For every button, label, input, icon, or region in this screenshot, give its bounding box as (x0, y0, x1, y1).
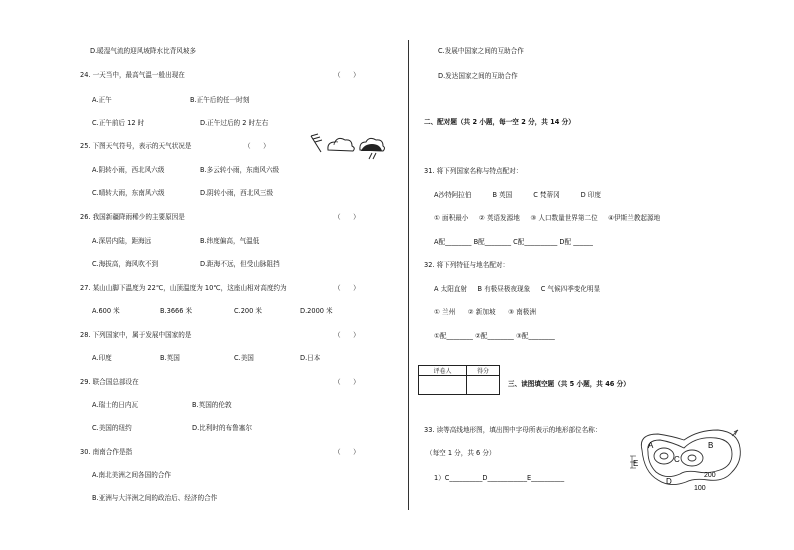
right-hill-contour (681, 450, 703, 466)
q28-answer-paren: （ ） (334, 331, 360, 339)
q32-answer-blanks: ①配________ ②配________ ③配________ (434, 332, 555, 340)
q27-option-b: B.3666 米 (160, 307, 193, 315)
q33-stem: 33. 读等高线地形图，填出图中字母所表示的地形部位名称： (424, 426, 602, 434)
contour-label-200: 200 (704, 472, 716, 479)
score-cell (467, 376, 500, 395)
q24-answer-paren: （ ） (334, 71, 360, 79)
left-hill-peak (660, 453, 668, 459)
q26-option-b: B.纬度偏高，气温低 (200, 237, 260, 245)
q29-option-d: D.比利时的布鲁塞尔 (192, 424, 252, 432)
q26-answer-paren: （ ） (334, 213, 360, 221)
q28-option-b: B.英国 (160, 354, 180, 362)
q31-stem: 31. 将下列国家名称与特点配对： (424, 167, 523, 175)
section-2-heading: 二、配对题（共 2 小题，每一空 2 分，共 14 分） (424, 118, 575, 126)
q28-option-a: A.印度 (92, 354, 112, 362)
q24-option-a: A.正午 (92, 96, 112, 104)
q27-option-d: D.2000 米 (300, 307, 333, 315)
q29-stem: 29. 联合国总部设在 (80, 378, 139, 386)
weather-symbol-icon (308, 132, 386, 162)
q25-option-c: C.晴转大雨，东南风六级 (92, 189, 165, 197)
q27-answer-paren: （ ） (334, 284, 360, 292)
q26-option-a: A.深居内陆，距海远 (92, 237, 152, 245)
q30-option-a: A.南北美洲之间各国的合作 (92, 471, 172, 479)
map-label-c: C (674, 455, 680, 464)
q30-answer-paren: （ ） (334, 448, 360, 456)
section-3-heading: 三、读图填空题（共 5 小题，共 46 分） (508, 380, 630, 388)
q24-option-c: C.正午前后 12 时 (92, 119, 145, 127)
q31-options: A沙特阿拉伯 B 英国 C 梵蒂冈 D 印度 (434, 191, 602, 199)
q26-stem: 26. 我国新疆降雨稀少的主要原因是 (80, 213, 185, 221)
q32-places: ① 兰州 ② 新加坡 ③ 南极洲 (434, 308, 536, 316)
contour-100 (641, 430, 740, 485)
contour-label-100: 100 (694, 485, 706, 492)
q28-option-c: C.美国 (234, 354, 254, 362)
q31-traits: ① 面积最小 ② 英语发源地 ③ 人口数量世界第二位 ④伊斯兰教起源地 (434, 214, 661, 222)
q29-option-b: B.英国的伦敦 (192, 401, 232, 409)
q30-option-b: B.亚洲与大洋洲之间的政治后、经济的合作 (92, 494, 218, 502)
reviewer-cell (419, 376, 467, 395)
map-label-b: B (708, 441, 714, 450)
q30-option-d: D.发达国家之间的互助合作 (438, 72, 518, 80)
q28-stem: 28. 下列国家中，属于发展中国家的是 (80, 331, 192, 339)
q25-stem: 25. 下图天气符号，表示的天气状况是 (80, 142, 192, 150)
q31-answer-blanks: A配________ B配________ C配__________ D配 ______ (434, 238, 593, 246)
contour-map (628, 422, 748, 494)
map-label-d: D (666, 477, 672, 486)
q33-score-note: （每空 1 分，共 6 分） (426, 449, 496, 457)
q25-answer-paren: （ ） (244, 142, 270, 150)
q23-option-d: D.暖湿气流的迎风坡降水比背风坡多 (90, 47, 197, 55)
q29-option-c: C.美国的纽约 (92, 424, 132, 432)
q29-answer-paren: （ ） (334, 378, 360, 386)
column-divider (408, 40, 409, 510)
left-hill-contour (654, 448, 674, 464)
q24-option-d: D.正午过后的 2 时左右 (200, 119, 269, 127)
reviewer-header: 评卷人 (419, 366, 467, 376)
score-header: 得分 (467, 366, 500, 376)
q27-option-a: A.600 米 (92, 307, 120, 315)
north-arrow-icon (732, 430, 738, 436)
map-label-a: A (648, 441, 654, 450)
map-label-e: E (633, 459, 639, 468)
right-hill-peak (688, 455, 696, 461)
q25-option-b: B.多云转小雨，东南风六级 (200, 166, 280, 174)
score-table (418, 365, 500, 395)
q29-option-a: A.瑞士的日内瓦 (92, 401, 139, 409)
q32-stem: 32. 将下列特征与地名配对： (424, 261, 510, 269)
q24-option-b: B.正午后的任一时刻 (190, 96, 250, 104)
q26-option-d: D.距海不远，但受山脉阻挡 (200, 260, 280, 268)
q32-options: A 太阳直射 B 有极昼极夜现象 C 气候四季变化明显 (434, 285, 601, 293)
q26-option-c: C.海拔高，海风吹不到 (92, 260, 159, 268)
q27-stem: 27. 某山山脚下温度为 22℃，山顶温度为 10℃，这座山相对高度约为 (80, 284, 287, 292)
q30-option-c: C.发展中国家之间的互助合作 (438, 47, 524, 55)
q33-answer-blanks: 1）C__________D____________E__________ (434, 474, 565, 482)
q30-stem: 30. 南南合作是指 (80, 448, 133, 456)
q27-option-c: C.200 米 (234, 307, 262, 315)
q25-option-a: A.阴转小雨，西北风六级 (92, 166, 165, 174)
q25-option-d: D.阴转小雨，西北风三级 (200, 189, 274, 197)
q24-stem: 24. 一天当中，最高气温一般出现在 (80, 71, 185, 79)
q28-option-d: D.日本 (300, 354, 321, 362)
